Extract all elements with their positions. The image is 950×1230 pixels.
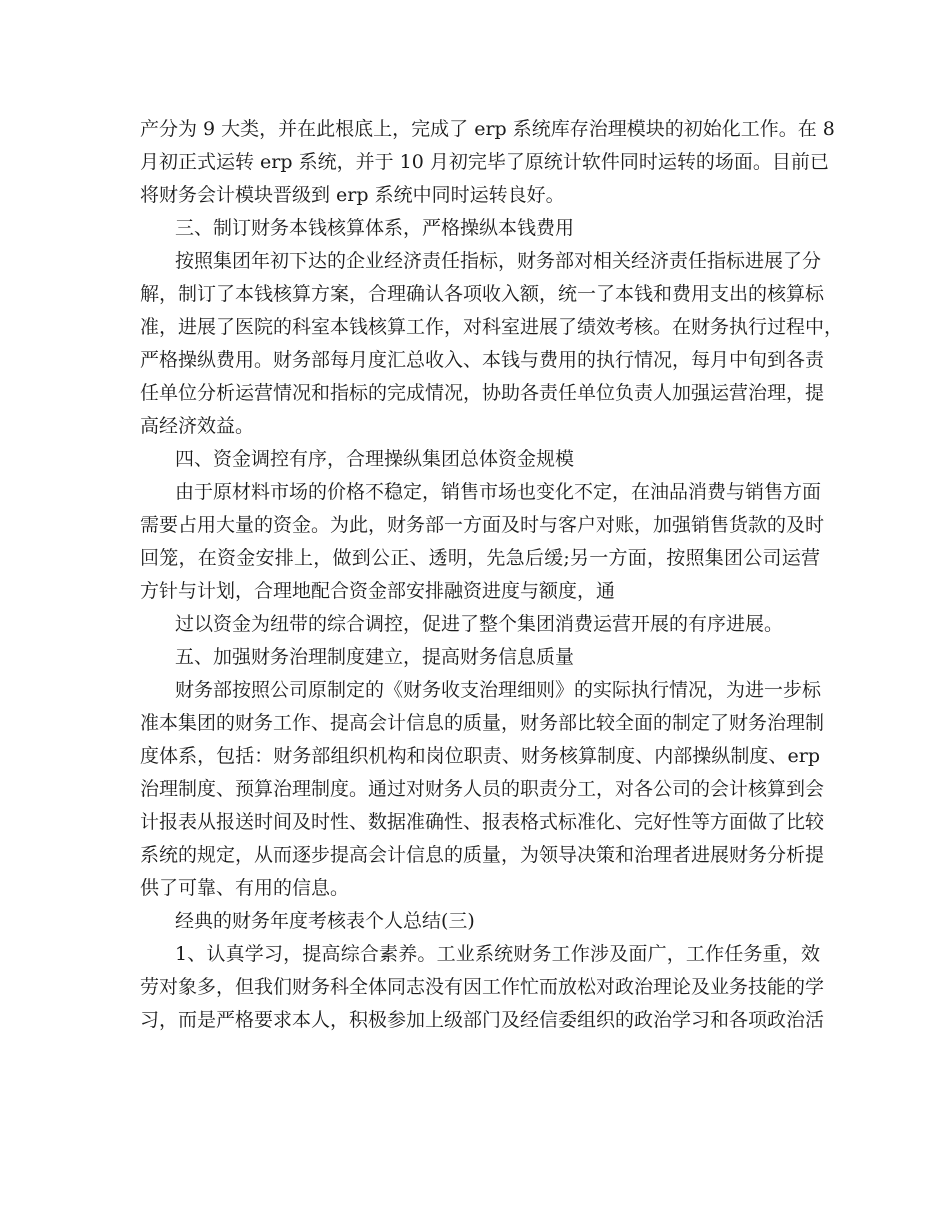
document-page xyxy=(140,113,844,1037)
text-line: 财务部按照公司原制定的《财务收支治理细则》的实际执行情况，为进一步标 xyxy=(175,679,822,701)
text-line: 度体系，包括：财务部组织机构和岗位职责、财务核算制度、内部操纵制度、erp xyxy=(140,745,820,767)
text-line: 严格操纵费用。财务部每月度汇总收入、本钱与费用的执行情况，每月中旬到各责 xyxy=(140,349,825,371)
text-line: 将财务会计模块晋级到 erp 系统中同时运转良好。 xyxy=(140,184,565,206)
text-line: 解，制订了本钱核算方案，合理确认各项收入额，统一了本钱和费用支出的核算标 xyxy=(140,283,825,305)
text-line: 由于原材料市场的价格不稳定，销售市场也变化不定，在油品消费与销售方面 xyxy=(175,481,822,503)
text-line: 高经济效益。 xyxy=(140,415,255,437)
text-line: 按照集团年初下达的企业经济责任指标，财务部对相关经济责任指标进展了分 xyxy=(175,250,822,272)
text-line: 准本集团的财务工作、提高会计信息的质量，财务部比较全面的制定了财务治理制 xyxy=(140,712,825,734)
text-line: 习，而是严格要求本人，积极参加上级部门及经信委组织的政治学习和各项政治活 xyxy=(140,1009,825,1031)
text-line: 劳对象多，但我们财务科全体同志没有因工作忙而放松对政治理论及业务技能的学 xyxy=(140,976,825,998)
text-line: 准，进展了医院的科室本钱核算工作，对科室进展了绩效考核。在财务执行过程中， xyxy=(140,316,844,338)
text-line: 五、加强财务治理制度建立，提高财务信息质量 xyxy=(175,646,575,668)
text-line: 经典的财务年度考核表个人总结(三) xyxy=(175,910,475,932)
text-line: 需要占用大量的资金。为此，财务部一方面及时与客户对账，加强销售货款的及时 xyxy=(140,514,825,536)
text-line: 任单位分析运营情况和指标的完成情况，协助各责任单位负责人加强运营治理，提 xyxy=(140,382,825,404)
text-line: 方针与计划，合理地配合资金部安排融资进度与额度，通 xyxy=(140,580,616,602)
text-line: 1、认真学习，提高综合素养。工业系统财务工作涉及面广，工作任务重，效 xyxy=(175,943,820,965)
text-line: 四、资金调控有序，合理操纵集团总体资金规模 xyxy=(175,448,575,470)
text-line: 产分为 9 大类，并在此根底上，完成了 erp 系统库存治理模块的初始化工作。在 8 xyxy=(140,118,835,140)
text-line: 供了可靠、有用的信息。 xyxy=(140,877,350,899)
text-line: 计报表从报送时间及时性、数据准确性、报表格式标准化、完好性等方面做了比较 xyxy=(140,811,825,833)
text-line: 月初正式运转 erp 系统，并于 10 月初完毕了原统计软件同时运转的场面。目前已 xyxy=(140,151,829,173)
text-line: 三、制订财务本钱核算体系，严格操纵本钱费用 xyxy=(175,217,575,239)
text-line: 治理制度、预算治理制度。通过对财务人员的职责分工，对各公司的会计核算到会 xyxy=(140,778,825,800)
text-line: 回笼，在资金安排上，做到公正、透明，先急后缓;另一方面，按照集团公司运营 xyxy=(140,547,820,569)
text-line: 过以资金为纽带的综合调控，促进了整个集团消费运营开展的有序进展。 xyxy=(175,613,784,635)
text-line: 系统的规定，从而逐步提高会计信息的质量，为领导决策和治理者进展财务分析提 xyxy=(140,844,825,866)
